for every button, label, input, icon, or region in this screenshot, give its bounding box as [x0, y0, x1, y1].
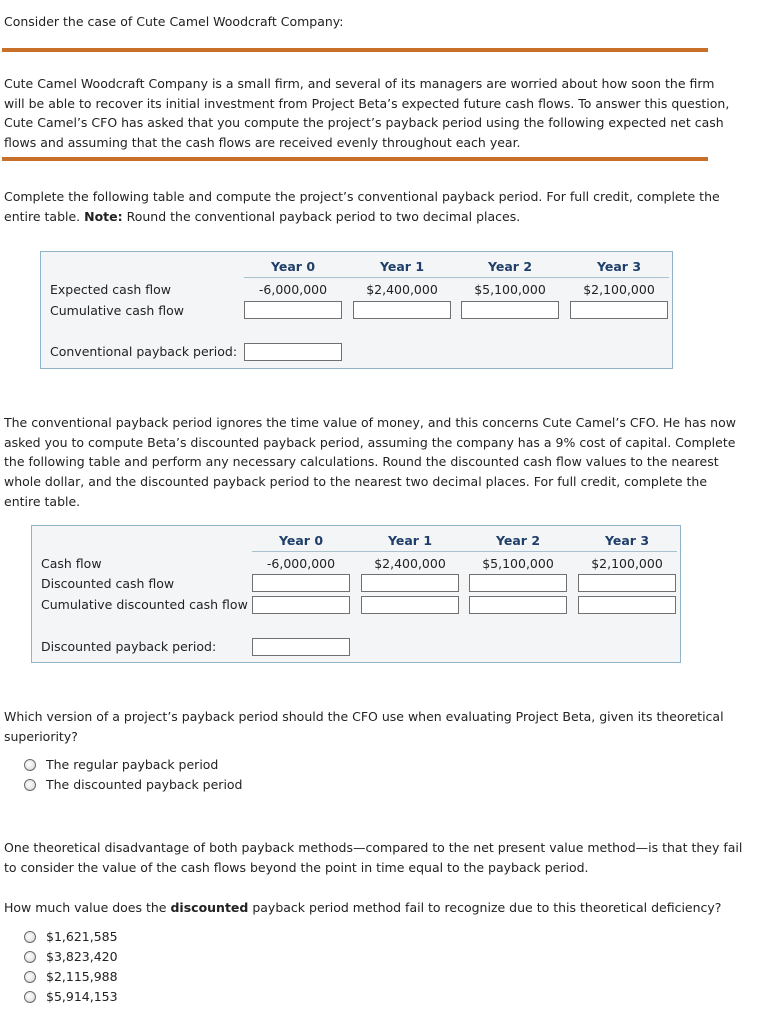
- cash-flow-year-1: $2,400,000: [366, 282, 438, 297]
- note-label: Note:: [84, 208, 123, 224]
- year-0-header: Year 0: [270, 259, 316, 274]
- cumulative-discounted-year-3-input[interactable]: [578, 596, 676, 614]
- question-value-ignored: How much value does the discounted payback period method fail to recognize due to this theoretical deficiency?: [4, 900, 722, 915]
- option-value-1[interactable]: $1,621,585: [24, 929, 118, 944]
- scenario-paragraph: Cute Camel Woodcraft Company is a small firm, and several of its managers are worried about how soon the firm will be able to recover its initial investment from Project Beta’s expected future cash flows. To answer this question, Cute Camel’s CFO has asked that you compute the project’s payback period using the following expected net cash flows and assuming that the cash flows are received evenly throughout each year.: [4, 76, 730, 151]
- discounted-payback-label: Discounted payback period:: [41, 639, 217, 654]
- year-1-header: Year 1: [379, 259, 425, 274]
- instructions-paragraph: Complete the following table and compute the project’s conventional payback period. For full credit, complete the entire table. Note: Round the conventional payback period to two decimal places.: [4, 189, 720, 224]
- radio-button[interactable]: [24, 779, 36, 791]
- option-discounted-payback[interactable]: The discounted payback period: [24, 777, 243, 792]
- disadvantage-paragraph: One theoretical disadvantage of both payback methods—compared to the net present value method—is that they fail to consider the value of the cash flows beyond the point in time equal to the payback period.: [4, 840, 743, 875]
- year-2-header: Year 2: [495, 533, 541, 548]
- conventional-payback-label: Conventional payback period:: [50, 344, 238, 359]
- cumulative-cash-flow-year-2-input[interactable]: [461, 301, 559, 319]
- cumulative-cash-flow-year-0-input[interactable]: [244, 301, 342, 319]
- year-3-header: Year 3: [604, 533, 650, 548]
- cash-flow-year-3: $2,100,000: [591, 556, 663, 571]
- expected-cash-flow-label: Expected cash flow: [50, 282, 171, 297]
- year-2-header: Year 2: [487, 259, 533, 274]
- cash-flow-year-2: $5,100,000: [482, 556, 554, 571]
- cumulative-cash-flow-label: Cumulative cash flow: [50, 303, 185, 318]
- cumulative-discounted-year-0-input[interactable]: [252, 596, 350, 614]
- radio-button[interactable]: [24, 971, 36, 983]
- cumulative-cash-flow-year-1-input[interactable]: [353, 301, 451, 319]
- cash-flow-year-0: -6,000,000: [258, 282, 328, 297]
- cash-flow-year-3: $2,100,000: [583, 282, 655, 297]
- header-underline: [252, 551, 677, 552]
- discounted-cash-flow-year-1-input[interactable]: [361, 574, 459, 592]
- year-1-header: Year 1: [387, 533, 433, 548]
- cumulative-cash-flow-year-3-input[interactable]: [570, 301, 668, 319]
- conventional-payback-table: [40, 251, 673, 369]
- radio-button[interactable]: [24, 931, 36, 943]
- question-payback-version: Which version of a project’s payback period should the CFO use when evaluating Project Beta, given its theoretical superiority?: [4, 709, 724, 744]
- option-regular-payback[interactable]: The regular payback period: [24, 757, 218, 772]
- cash-flow-year-0: -6,000,000: [266, 556, 336, 571]
- radio-button[interactable]: [24, 991, 36, 1003]
- section-divider: [2, 48, 708, 52]
- cumulative-discounted-cash-flow-label: Cumulative discounted cash flow: [41, 597, 248, 612]
- discounted-cash-flow-year-0-input[interactable]: [252, 574, 350, 592]
- discounted-instructions-paragraph: The conventional payback period ignores the time value of money, and this concerns Cute Camel’s CFO. He has now asked you to compute Beta’s discounted payback period, assuming the company has a 9% cost of capital. Complete the following table and perform any necessary calculations. Round the discounted cash flow values to the nearest whole dollar, and the discounted payback period to the nearest two decimal places. For full credit, complete the entire table.: [4, 415, 736, 509]
- cash-flow-year-1: $2,400,000: [374, 556, 446, 571]
- cumulative-discounted-year-2-input[interactable]: [469, 596, 567, 614]
- discounted-payback-input[interactable]: [252, 638, 350, 656]
- conventional-payback-input[interactable]: [244, 343, 342, 361]
- discounted-cash-flow-year-2-input[interactable]: [469, 574, 567, 592]
- radio-button[interactable]: [24, 951, 36, 963]
- year-0-header: Year 0: [278, 533, 324, 548]
- discounted-payback-table: [31, 525, 681, 663]
- discounted-cash-flow-label: Discounted cash flow: [41, 576, 175, 591]
- option-value-2[interactable]: $3,823,420: [24, 949, 118, 964]
- discounted-cash-flow-year-3-input[interactable]: [578, 574, 676, 592]
- header-underline: [244, 277, 669, 278]
- cumulative-discounted-year-1-input[interactable]: [361, 596, 459, 614]
- radio-button[interactable]: [24, 759, 36, 771]
- option-value-4[interactable]: $5,914,153: [24, 989, 118, 1004]
- section-divider: [2, 157, 708, 161]
- option-value-3[interactable]: $2,115,988: [24, 969, 118, 984]
- year-3-header: Year 3: [596, 259, 642, 274]
- cash-flow-year-2: $5,100,000: [474, 282, 546, 297]
- intro-text: Consider the case of Cute Camel Woodcraft Company:: [4, 14, 344, 29]
- cash-flow-label: Cash flow: [41, 556, 102, 571]
